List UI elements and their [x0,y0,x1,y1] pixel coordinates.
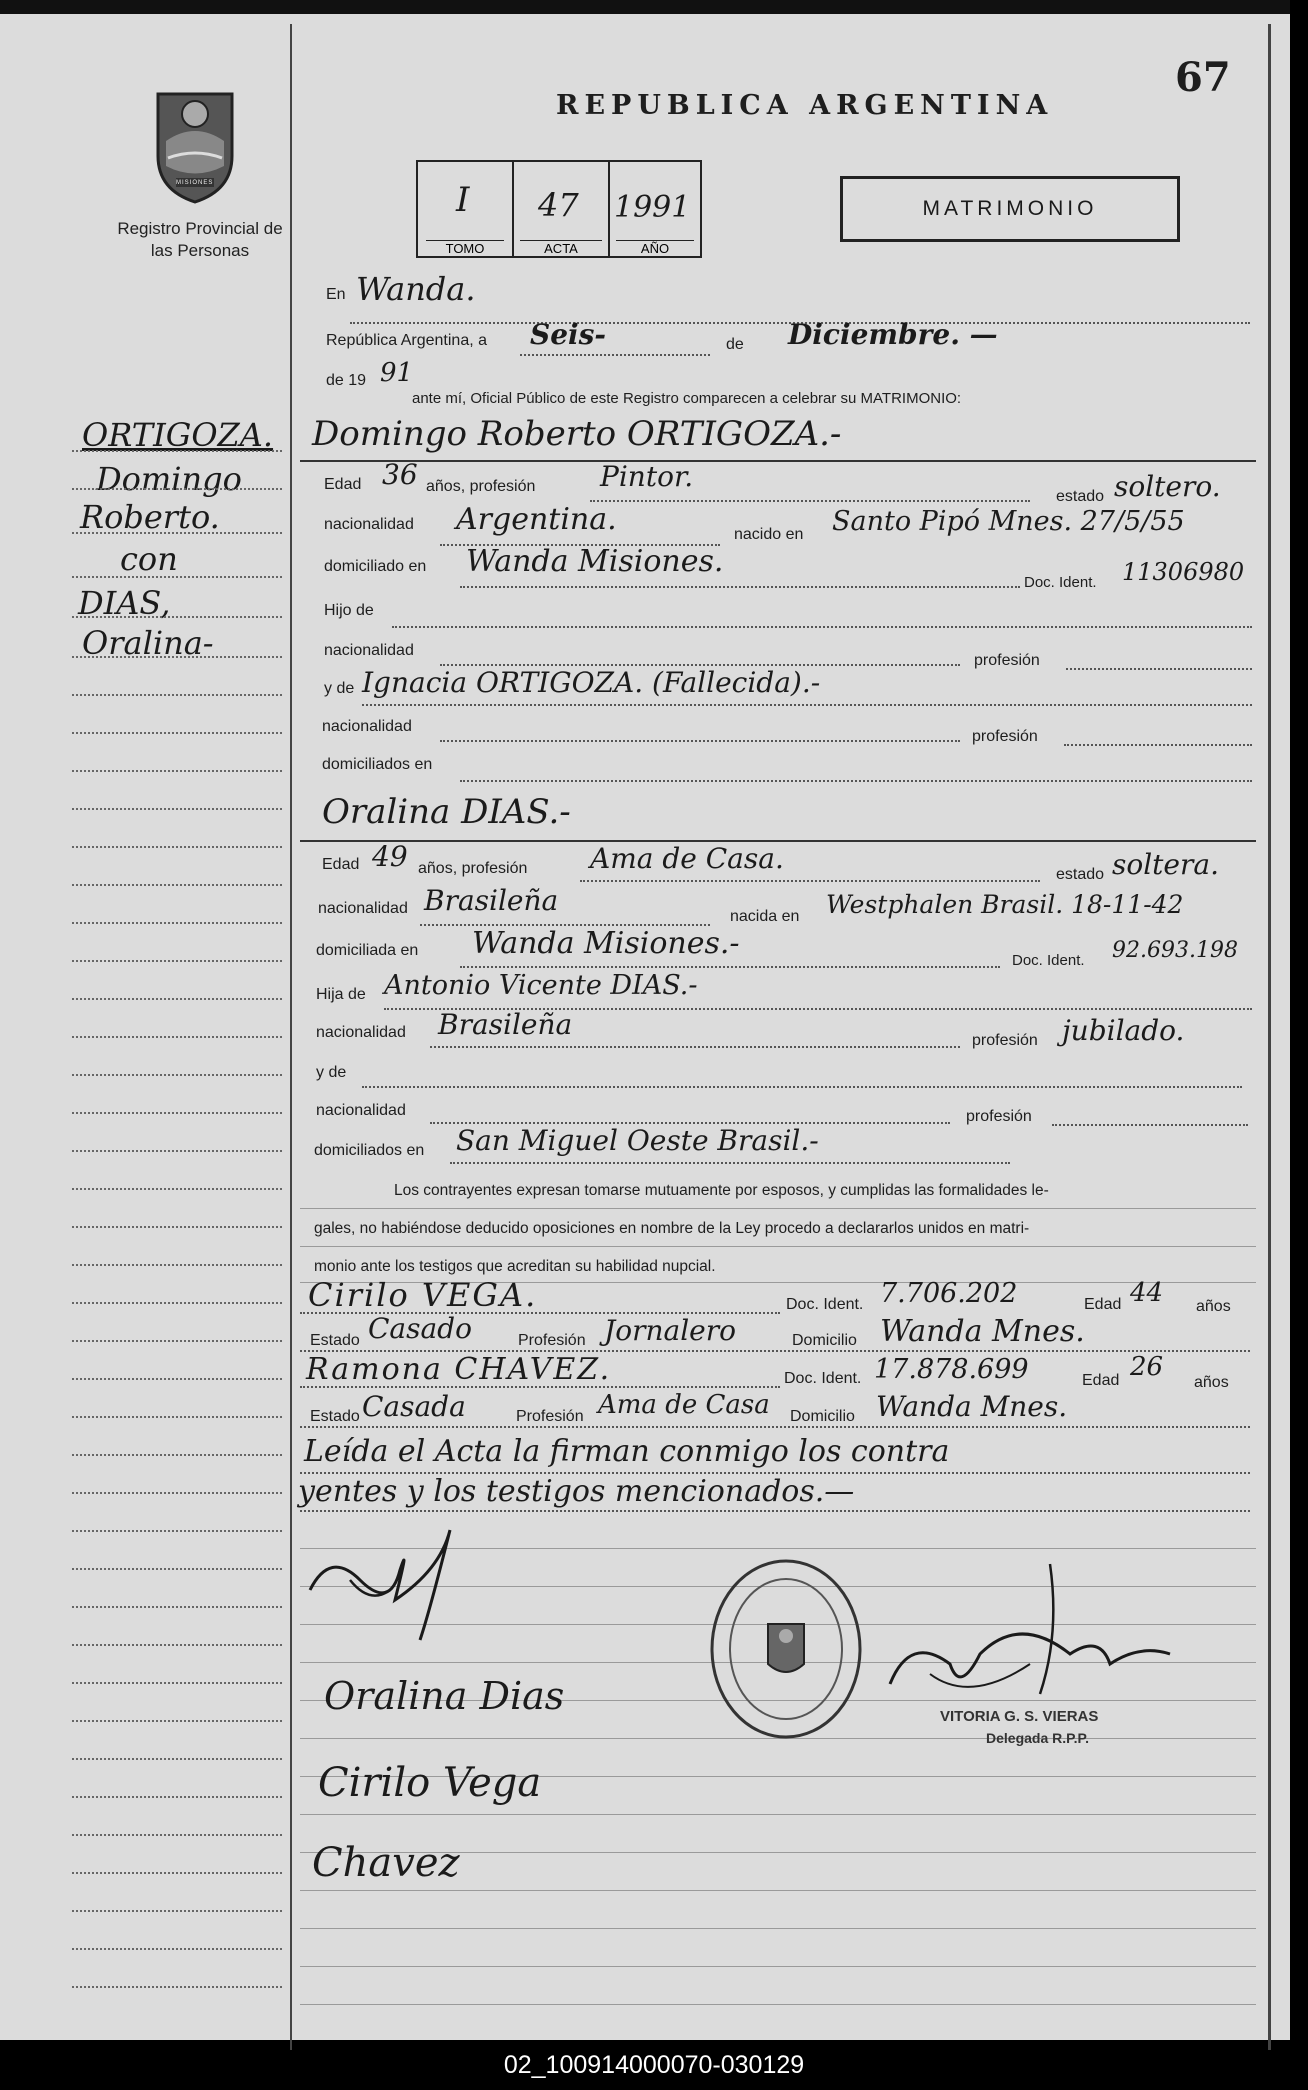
tomo-label: TOMO [426,240,504,256]
groom-father-prof-line [1066,668,1252,670]
rule [300,1890,1256,1891]
witness2-edad-label: Edad [1082,1372,1120,1389]
place-value: Wanda. [356,270,476,308]
bride-name: Oralina DIAS.- [322,792,571,832]
margin-line [72,532,282,534]
margin-line [72,1910,282,1912]
groom-nac-label: nacionalidad [324,516,414,533]
witness1-estado: Casado [368,1312,472,1345]
margin-line [72,1150,282,1152]
margin-line [72,1530,282,1532]
tomo-value: I [456,180,470,220]
bride-father-profession: jubilado. [1062,1014,1185,1047]
witness2-doc-label: Doc. Ident. [784,1370,862,1387]
margin-line [72,1720,282,1722]
groom-birth: Santo Pipó Mnes. 27/5/55 [832,506,1185,537]
witness2-estado-label: Estado [310,1408,360,1425]
groom-dom-line [460,586,1020,588]
groom-age: 36 [382,458,418,491]
margin-line [72,576,282,578]
official-title: Delegada R.P.P. [986,1730,1089,1746]
official-name: VITORIA G. S. VIERAS [940,1708,1099,1725]
de-label: de [726,336,744,353]
bride-doc-label: Doc. Ident. [1012,952,1085,969]
official-signature [870,1554,1200,1734]
bride-edad-label: Edad [322,856,360,873]
groom-nationality: Argentina. [456,502,617,537]
bride-doc: 92.693.198 [1112,938,1238,963]
witness2-name-line [300,1386,780,1388]
margin-line [72,1112,282,1114]
declaration-line1: Los contrayentes expresan tomarse mutuamente por esposos, y cumplidas las formalidades le- [394,1182,1049,1199]
witness2-dom-label: Domicilio [790,1408,855,1425]
margin-line [72,1188,282,1190]
groom-mother-nac-line [440,740,960,742]
groom-edad-label: Edad [324,476,362,493]
groom-mother: Ignacia ORTIGOZA. (Fallecida).- [362,666,821,699]
margin-line [72,1796,282,1798]
bride-parents-dom-label: domiciliados en [314,1142,425,1159]
groom-estado-label: estado [1056,488,1105,505]
margin-line [72,1948,282,1950]
groom-domicile: Wanda Misiones. [466,544,724,579]
margin-note-surname: ORTIGOZA. [82,416,274,454]
emblem-label: MISIONES [176,180,214,186]
margin-line [72,1074,282,1076]
margin-line [72,656,282,658]
margin-note-name2: Roberto. [80,498,220,536]
margin-line [72,1568,282,1570]
groom-dom-label: domiciliado en [324,558,427,575]
margin-line [72,1758,282,1760]
rule [300,2004,1256,2005]
ano-value: 1991 [614,190,691,225]
groom-name-line [300,460,1256,462]
rule [300,1208,1256,1209]
bride-father: Antonio Vicente DIAS.- [384,970,698,1001]
bride-age: 49 [372,840,408,873]
groom-mother-prof-label: profesión [972,728,1038,745]
witness1-doc-label: Doc. Ident. [786,1296,864,1313]
witness2-prof-label: Profesión [516,1408,584,1425]
rule [300,1814,1256,1815]
margin-line [72,1454,282,1456]
bride-domicile: Wanda Misiones.- [472,926,740,961]
groom-father-line [392,626,1252,628]
margin-line [72,488,282,490]
bride-mother-prof-line [1052,1124,1248,1126]
bride-father-nationality: Brasileña [438,1008,573,1041]
right-rule [1268,24,1271,2050]
groom-father-nac-label: nacionalidad [324,642,414,659]
bride-hija-label: Hija de [316,986,366,1003]
witness2-anos-label: años [1194,1374,1229,1391]
witness2-profession: Ama de Casa [598,1390,770,1420]
day-line [520,354,710,356]
rule [300,1928,1256,1929]
bride-parents-dom-line [450,1162,1010,1164]
margin-line [72,694,282,696]
margin-line [72,1302,282,1304]
groom-nacido-label: nacido en [734,526,804,543]
witness1-dom-label: Domicilio [792,1332,857,1349]
margin-line [72,1606,282,1608]
witness1-estado-label: Estado [310,1332,360,1349]
witness1-name: Cirilo VEGA. [308,1276,538,1314]
groom-hijo-label: Hijo de [324,602,374,619]
margin-line [72,960,282,962]
misiones-emblem-icon [146,86,244,206]
witness2-name: Ramona CHAVEZ. [306,1352,612,1387]
rule [300,1246,1256,1247]
groom-profession: Pintor. [600,460,694,493]
margin-line [72,1834,282,1836]
republica-label: República Argentina, a [326,332,487,349]
groom-yde-label: y de [324,680,355,697]
bride-mother-nac-label: nacionalidad [316,1102,406,1119]
margin-line [72,808,282,810]
bride-nationality: Brasileña [424,884,559,917]
acta-label: ACTA [520,240,602,256]
margin-line [72,450,282,452]
intro-text: ante mí, Oficial Público de este Registro comparecen a celebrar su MATRIMONIO: [412,390,962,407]
margin-line [72,998,282,1000]
margin-note-con: con [120,540,178,578]
groom-anos-prof-label: años, profesión [426,478,536,495]
witness2-doc: 17.878.699 [874,1354,1029,1385]
margin-note-name1: Domingo [96,460,242,498]
margin-line [72,1986,282,1988]
bride-estado: soltera. [1112,848,1219,881]
witness2-age: 26 [1130,1352,1164,1382]
bride-father-prof-label: profesión [972,1032,1038,1049]
groom-mother-nac-label: nacionalidad [322,718,412,735]
groom-profession-line [590,500,1030,502]
witness1-profession: Jornalero [604,1314,736,1347]
bride-dom-label: domiciliada en [316,942,419,959]
margin-line [72,1492,282,1494]
margin-line [72,616,282,618]
bride-parents-domicile: San Miguel Oeste Brasil.- [456,1124,819,1157]
margin-note-surname2: DIAS, [78,584,171,622]
witness1-anos-label: años [1196,1298,1231,1315]
signature-witness2: Chavez [312,1840,460,1886]
margin-line [72,1644,282,1646]
day-value: Seis- [530,318,607,351]
year-prefix: de 19 [326,372,367,389]
margin-line [72,1872,282,1874]
acta-value: 47 [538,186,579,224]
margin-line [72,922,282,924]
witness2-line [300,1426,1250,1428]
bride-estado-label: estado [1056,866,1105,883]
groom-mother-line [362,704,1252,706]
bride-father-nac-label: nacionalidad [316,1024,406,1041]
margin-line [72,1036,282,1038]
rule [300,1966,1256,1967]
margin-rule [290,24,292,2050]
witness1-prof-label: Profesión [518,1332,586,1349]
margin-line [72,1264,282,1266]
bride-father-nac-line [430,1046,960,1048]
declaration-line3: monio ante los testigos que acreditan su habilidad nupcial. [314,1258,716,1275]
page-number: 67 [1175,54,1231,101]
groom-estado: soltero. [1114,470,1221,503]
year-suffix: 91 [380,358,414,388]
bride-mother-line [362,1086,1242,1088]
en-label: En [326,286,346,303]
groom-signature [300,1510,520,1650]
witness1-domicile: Wanda Mnes. [880,1314,1085,1349]
groom-doc: 11306980 [1122,558,1245,586]
registry-name: Registro Provincial de las Personas [117,219,283,260]
margin-line [72,1416,282,1418]
closing-line2: yentes y los testigos mencionados.— [298,1474,855,1509]
bride-yde-label: y de [316,1064,347,1081]
declaration-line2: gales, no habiéndose deducido oposiciones en nombre de la Ley procedo a declararlos unidos en matri- [314,1220,1030,1237]
witness1-edad-label: Edad [1084,1296,1122,1313]
margin-line [72,1226,282,1228]
ano-label: AÑO [616,240,694,256]
bride-profession-line [580,880,1040,882]
bride-nacida-label: nacida en [730,908,800,925]
groom-parents-dom-label: domiciliados en [322,756,433,773]
record-type-box [840,176,1180,242]
country-title: REPUBLICA ARGENTINA [556,90,1054,121]
closing-line1: Leída el Acta la firman conmigo los contra [304,1434,950,1469]
witness1-age: 44 [1130,1278,1164,1308]
groom-parents-dom-line [460,780,1252,782]
groom-doc-label: Doc. Ident. [1024,574,1097,591]
bride-mother-prof-label: profesión [966,1108,1032,1125]
margin-line [72,846,282,848]
record-type: MATRIMONIO [922,197,1098,220]
groom-name: Domingo Roberto ORTIGOZA.- [312,414,842,454]
official-seal-icon [706,1554,866,1744]
signature-bride: Oralina Dias [324,1674,565,1718]
margin-line [72,1378,282,1380]
bride-nac-label: nacionalidad [318,900,408,917]
signature-witness1: Cirilo Vega [318,1760,542,1806]
margin-line [72,1682,282,1684]
witness2-estado: Casada [362,1390,466,1423]
bride-anos-prof-label: años, profesión [418,860,528,877]
groom-mother-prof-line [1064,744,1252,746]
record-box [416,160,702,258]
bride-birth: Westphalen Brasil. 18-11-42 [826,890,1184,919]
bride-profession: Ama de Casa. [590,842,784,875]
margin-line [72,770,282,772]
margin-note-name3: Oralina- [82,624,214,662]
month-value: Diciembre. — [788,318,998,351]
margin-line [72,732,282,734]
witness1-doc: 7.706.202 [880,1278,1018,1309]
image-id: 02_100914000070-030129 [503,2051,805,2079]
witness2-domicile: Wanda Mnes. [876,1390,1068,1423]
groom-father-prof-label: profesión [974,652,1040,669]
bride-dom-line [460,966,1000,968]
margin-line [72,884,282,886]
margin-line [72,1340,282,1342]
